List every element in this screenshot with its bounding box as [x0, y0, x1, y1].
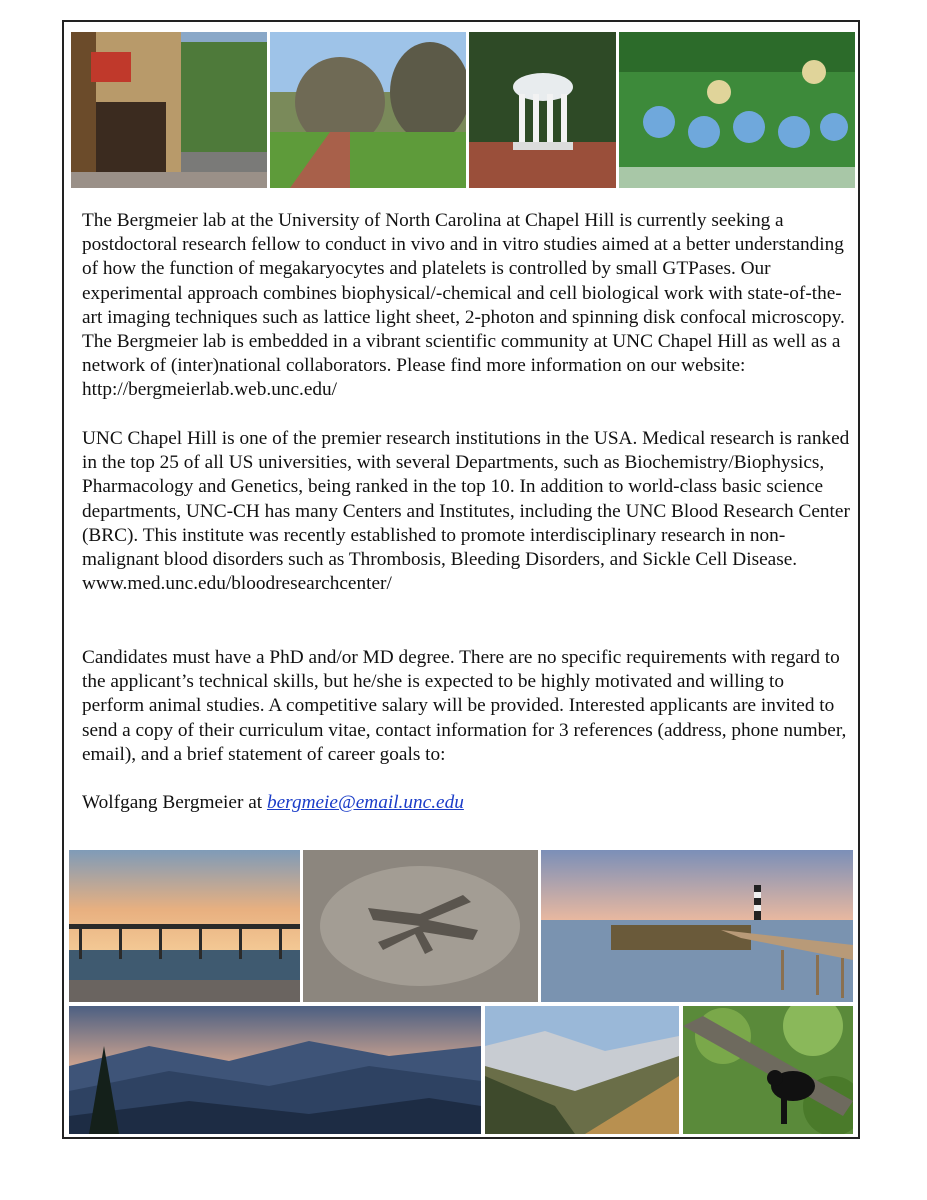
- paragraph-candidate-requirements: Candidates must have a PhD and/or MD degree. There are no specific requirements with regard to the applicant’s technical skills, but he/she is expected to be highly motivated and willing to perform animal studies. A competitive salary will be provided. Interested applicants are invited to send a copy of their curriculum vitae, contact information for 3 references (address, phone number, email), and a brief statement of career goals to:: [82, 647, 847, 765]
- email-link[interactable]: bergmeie@email.unc.edu: [266, 792, 464, 813]
- photo-football-game: [619, 32, 855, 188]
- photo-street-storefront: [71, 32, 267, 188]
- photo-campus-path: [270, 32, 466, 188]
- photo-starfish-sand: [303, 850, 538, 1002]
- paragraph-lab-description: The Bergmeier lab at the University of North Carolina at Chapel Hill is currently seeking a postdoctoral research fellow to conduct in vivo and in vitro studies aimed at a better understanding of how the function of megakaryocytes and platelets is controlled by small GTPases. Our experimental approach combines biophysical/-chemical and cell biological work with state-of-the-art imaging techniques such as lattice light sheet, 2-photon and spinning disk confocal microscopy. The Bergmeier lab is embedded in a vibrant scientific community at UNC Chapel Hill as well as a network of (inter)national collaborators. Please find more information on our website: http://bergmeierlab.web.unc.edu/: [82, 210, 845, 401]
- photo-bear-in-tree: [683, 1006, 853, 1134]
- contact-prefix: Wolfgang Bergmeier at: [82, 792, 267, 813]
- paragraph-unc-description: UNC Chapel Hill is one of the premier research institutions in the USA. Medical research is ranked in the top 25 of all US universities, with several Departments, such as Biochemistry/Biophysics, Pharmacology and Genetics, being ranked in the top 10. In addition to world-class basic science departments, UNC-CH has many Centers and Institutes, including the UNC Blood Research Center (BRC). This institute was recently established to promote interdisciplinary research in non-malignant blood disorders such as Thrombosis, Bleeding Disorders, and Sickle Cell Disease. www.med.unc.edu/bloodresearchcenter/: [82, 428, 850, 595]
- photo-old-well: [469, 32, 616, 188]
- photo-mountain-valley: [485, 1006, 679, 1134]
- contact-line: [82, 791, 850, 815]
- photo-smoky-mountains: [69, 1006, 481, 1134]
- photo-pier-sunrise: [69, 850, 300, 1002]
- photo-lighthouse-marsh: [541, 850, 853, 1002]
